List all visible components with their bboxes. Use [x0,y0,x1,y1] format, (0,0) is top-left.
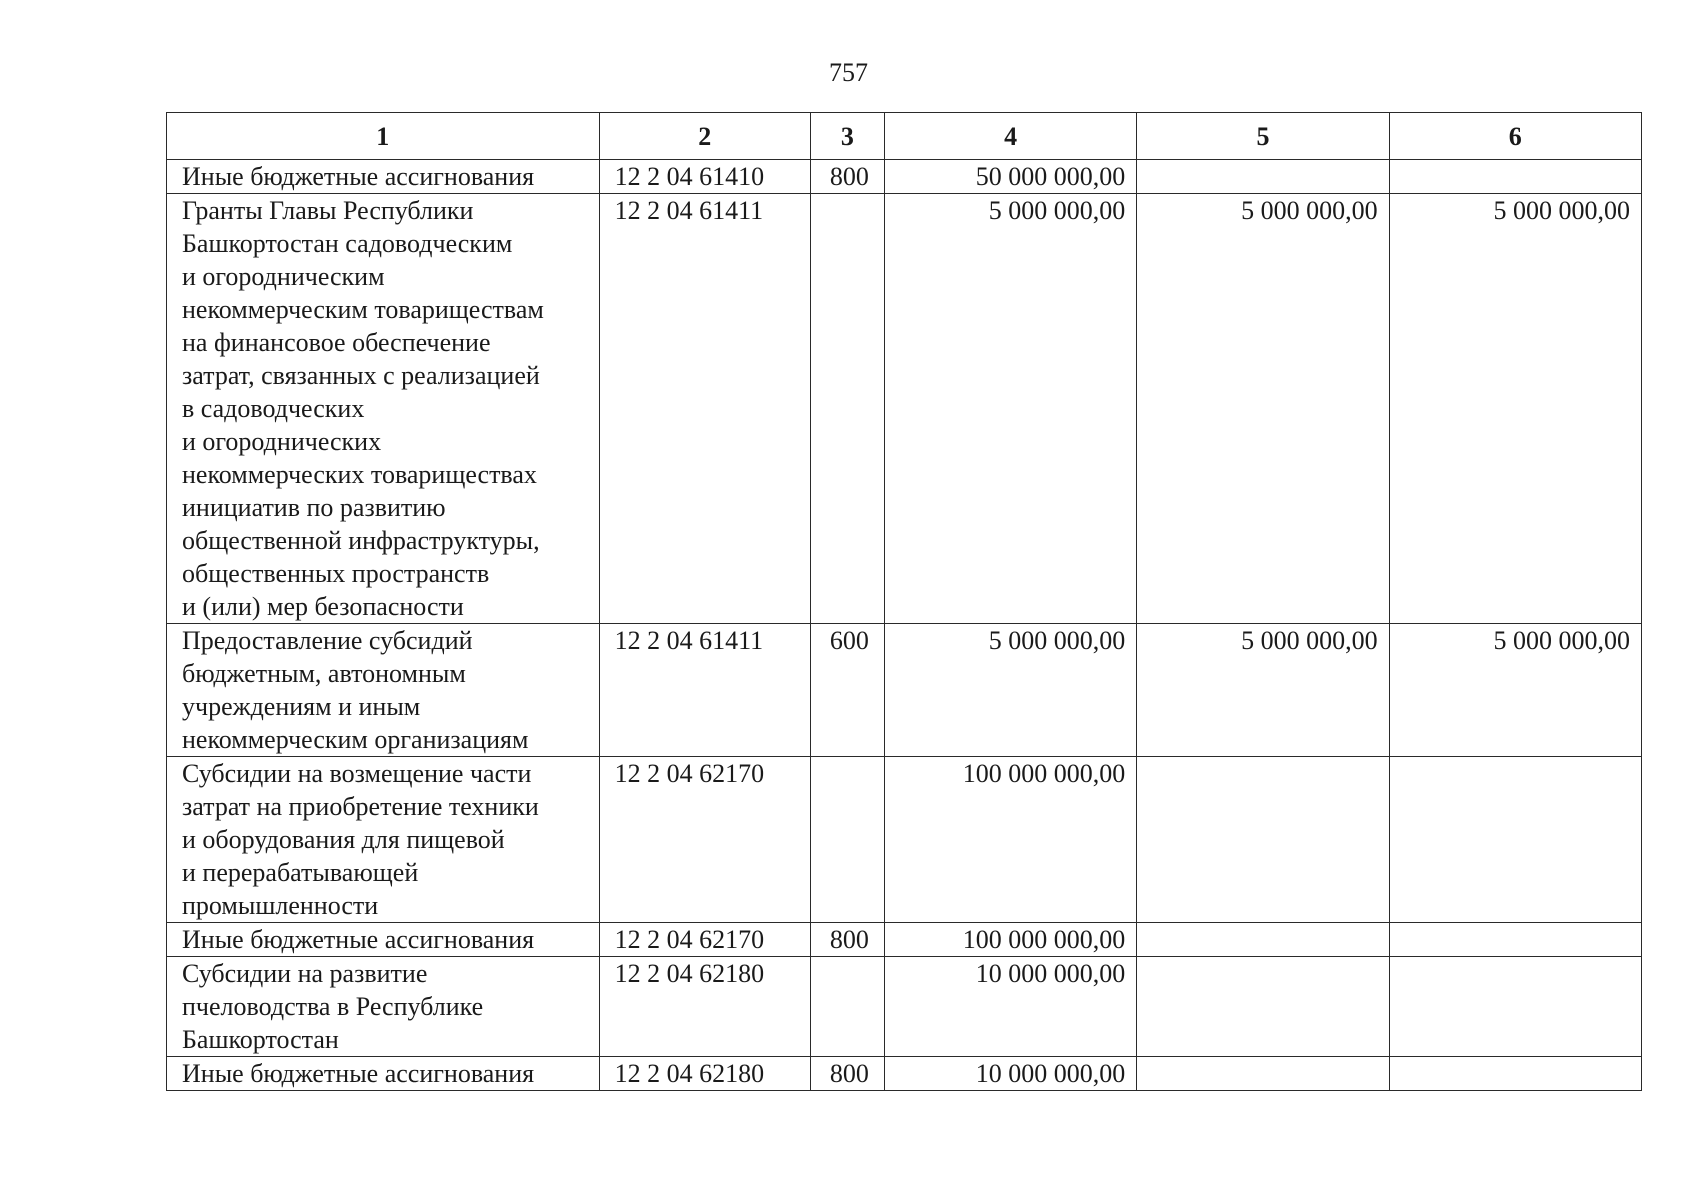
row-sum-col5-cell [1137,957,1389,1057]
row-sum-col5-cell: 5 000 000,00 [1137,624,1389,757]
row-name-cell: Субсидии на развитие пчеловодства в Республике Башкортостан [167,957,600,1057]
row-sum-col6-cell [1389,160,1641,194]
column-header-1: 1 [167,113,600,160]
row-sum-col5-cell [1137,757,1389,923]
row-sum-col6-cell: 5 000 000,00 [1389,624,1641,757]
row-code-cell: 12 2 04 62170 [599,757,810,923]
row-type-cell: 600 [810,624,884,757]
row-type-cell: 800 [810,1057,884,1091]
column-header-5: 5 [1137,113,1389,160]
table-row [167,160,1642,194]
row-type-cell: 800 [810,160,884,194]
row-type-cell [810,957,884,1057]
row-sum-col6-cell [1389,957,1641,1057]
row-type-cell [810,194,884,624]
row-sum-col4-cell: 100 000 000,00 [884,923,1136,957]
row-code-cell: 12 2 04 61411 [599,194,810,624]
column-header-2: 2 [599,113,810,160]
column-header-4: 4 [884,113,1136,160]
row-sum-col4-cell: 10 000 000,00 [884,957,1136,1057]
table-row [167,923,1642,957]
column-header-6: 6 [1389,113,1641,160]
row-code-cell: 12 2 04 61411 [599,624,810,757]
row-sum-col6-cell [1389,923,1641,957]
row-sum-col5-cell [1137,1057,1389,1091]
table-header-row [167,113,1642,160]
row-sum-col4-cell: 5 000 000,00 [884,194,1136,624]
row-sum-col4-cell: 50 000 000,00 [884,160,1136,194]
row-type-cell: 800 [810,923,884,957]
page-number: 757 [829,58,868,87]
row-name-cell: Предоставление субсидий бюджетным, автономным учреждениям и иным некоммерческим организациям [167,624,600,757]
row-sum-col4-cell: 5 000 000,00 [884,624,1136,757]
row-name-cell: Иные бюджетные ассигнования [167,160,600,194]
row-sum-col6-cell [1389,757,1641,923]
row-type-cell [810,757,884,923]
table-row [167,194,1642,624]
table-row [167,957,1642,1057]
row-code-cell: 12 2 04 61410 [599,160,810,194]
row-name-cell: Гранты Главы Республики Башкортостан садоводческим и огородническим некоммерческим товариществам на финансовое обеспечение затрат, связанных с реализацией в садоводческих и огороднических некоммерческих товариществах инициатив по развитию общественной инфраструктуры, общественных пространств и (или) мер безопасности [167,194,600,624]
row-sum-col6-cell [1389,1057,1641,1091]
row-name-cell: Субсидии на возмещение части затрат на приобретение техники и оборудования для пищевой и перерабатывающей промышленности [167,757,600,923]
table-row [167,624,1642,757]
row-sum-col6-cell: 5 000 000,00 [1389,194,1641,624]
row-sum-col4-cell: 100 000 000,00 [884,757,1136,923]
row-sum-col5-cell [1137,160,1389,194]
row-code-cell: 12 2 04 62180 [599,1057,810,1091]
row-sum-col5-cell [1137,923,1389,957]
budget-table [166,112,1642,1091]
row-code-cell: 12 2 04 62180 [599,957,810,1057]
column-header-3: 3 [810,113,884,160]
row-code-cell: 12 2 04 62170 [599,923,810,957]
row-sum-col5-cell: 5 000 000,00 [1137,194,1389,624]
row-name-cell: Иные бюджетные ассигнования [167,1057,600,1091]
row-name-cell: Иные бюджетные ассигнования [167,923,600,957]
row-sum-col4-cell: 10 000 000,00 [884,1057,1136,1091]
table-row [167,757,1642,923]
table-row [167,1057,1642,1091]
